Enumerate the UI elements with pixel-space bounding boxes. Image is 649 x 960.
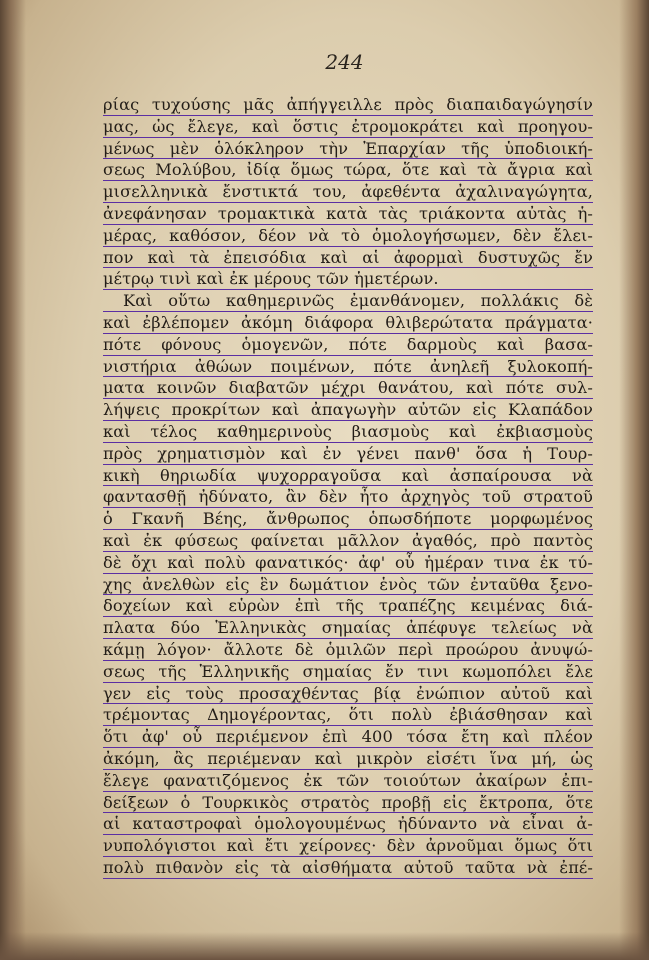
text-line: γεν εἰς τοὺς προσαχθέντας βίᾳ ἐνώπιον αὐτοῦ καὶ: [103, 683, 593, 703]
text-line: σεως Μολύβου, ἰδίᾳ ὅμως τώρα, ὅτε καὶ τὰ ἄγρια καὶ: [103, 160, 593, 180]
page-edge-left-shadow: [0, 0, 26, 960]
text-line: νιστήρια ἀθώων ποιμένων, πότε ἀνηλεῆ ξυλοκοπή-: [103, 356, 593, 376]
text-line: μέρας, καθόσον, δέον νὰ τὸ ὁμολογήσωμεν, δὲν ἔλει-: [103, 225, 593, 245]
text-line: ματα κοινῶν διαβατῶν μέχρι θανάτου, καὶ πότε συλ-: [103, 378, 593, 398]
text-line: πον καὶ τὰ ἐπεισόδια καὶ αἱ ἀφορμαὶ δυστυχῶς ἔν: [103, 247, 593, 267]
text-line: πότε φόνους ὁμογενῶν, πότε δαρμοὺς καὶ βασα-: [103, 334, 593, 354]
text-line: κάμῃ λόγον· ἄλλοτε δὲ ὁμιλῶν περὶ προώρου ἀνυψώ-: [103, 639, 593, 659]
text-line: δείξεων ὁ Τουρκικὸς στρατὸς προβῇ εἰς ἔκτροπα, ὅτε: [103, 792, 593, 812]
text-line: αἱ καταστροφαὶ ὁμολογουμένως ἠδύναντο νὰ εἶναι ἀ-: [103, 814, 593, 834]
page-edge-bottom-shadow: [0, 932, 649, 960]
text-line: νυπολόγιστοι καὶ ἔτι χείρονες· δὲν ἀρνοῦμαι ὅμως ὅτι: [103, 836, 593, 856]
body-text: [103, 94, 593, 879]
text-line: ὁ Γκανῆ Βέης, ἄνθρωπος ὁπωσδήποτε μορφωμένος: [103, 509, 593, 529]
text-line: ἀνεφάνησαν τρομακτικὰ κατὰ τὰς τριάκοντα αὐτὰς ἡ-: [103, 203, 593, 223]
text-line: ἀκόμη, ἂς περιέμεναν καὶ μικρὸν εἰσέτι ἵνα μή, ὡς: [103, 748, 593, 768]
page-number: 244: [325, 50, 364, 74]
text-line: λήψεις προκρίτων καὶ ἀπαγωγὴν αὐτῶν εἰς Κλαπάδον: [103, 400, 593, 420]
text-line: φαντασθῇ ἠδύνατο, ἂν δὲν ἦτο ἀρχηγὸς τοῦ στρατοῦ: [103, 487, 593, 507]
text-line: μας, ὡς ἔλεγε, καὶ ὅστις ἐτρομοκράτει καὶ προηγου-: [103, 116, 593, 136]
text-line: ὅτι ἀφ' οὗ περιέμενον ἐπὶ 400 τόσα ἔτη καὶ πλέον: [103, 727, 593, 747]
text-line: πολὺ πιθανὸν εἰς τὰ αἰσθήματα αὐτοῦ ταῦτα νὰ ἐπέ-: [103, 857, 593, 877]
text-line: πρὸς χρηματισμὸν καὶ ἐν γένει πανθ' ὅσα ἡ Τουρ-: [103, 443, 593, 463]
text-line: μέτρῳ τινὶ καὶ ἐκ μέρους τῶν ἡμετέρων.: [103, 268, 593, 290]
text-line: πλατα δύο Ἑλληνικὰς σημαίας ἀπέφυγε τελείως νὰ: [103, 618, 593, 638]
text-line: καὶ τέλος καθημερινοὺς βιασμοὺς καὶ ἐκβιασμοὺς: [103, 421, 593, 441]
text-line: ἔλεγε φανατιζόμενος ἐκ τῶν τοιούτων ἀκαίρων ἐπι-: [103, 770, 593, 790]
text-line: μισελληνικὰ ἔνστικτά του, ἀφεθέντα ἀχαλιναγώγητα,: [103, 182, 593, 202]
text-line: κικὴ θηριωδία ψυχορραγοῦσα καὶ ἀσπαίρουσα νὰ: [103, 465, 593, 485]
text-line: μένως μὲν ὁλόκληρον τὴν Ἐπαρχίαν τῆς ὑποδιοική-: [103, 138, 593, 158]
page-edge-right-shadow: [619, 0, 649, 960]
text-line: τρέμοντας Δημογέροντας, ὅτι πολὺ ἐβιάσθησαν καὶ: [103, 705, 593, 725]
text-line: Καὶ οὕτω καθημερινῶς ἐμανθάνομεν, πολλάκις δὲ: [103, 290, 593, 312]
text-line: καὶ ἐβλέπομεν ἀκόμη διάφορα θλιβερώτατα πράγματα·: [103, 312, 593, 332]
text-line: δὲ ὄχι καὶ πολὺ φανατικός· ἀφ' οὗ ἡμέραν τινα ἐκ τύ-: [103, 552, 593, 572]
text-line: χης ἀνελθὼν εἰς ἓν δωμάτιον ἑνὸς τῶν ἐνταῦθα ξενο-: [103, 574, 593, 594]
text-line: καὶ ἐκ φύσεως φαίνεται μᾶλλον ἀγαθός, πρὸ παντὸς: [103, 530, 593, 550]
text-line: δοχείων καὶ εὑρὼν ἐπὶ τῆς τραπέζης κειμένας διά-: [103, 596, 593, 616]
text-line: σεως τῆς Ἑλληνικῆς σημαίας ἔν τινι κωμοπόλει ἔλε: [103, 661, 593, 681]
text-line: ρίας τυχούσης μᾶς ἀπήγγειλλε πρὸς διαπαιδαγώγησίν: [103, 95, 593, 114]
